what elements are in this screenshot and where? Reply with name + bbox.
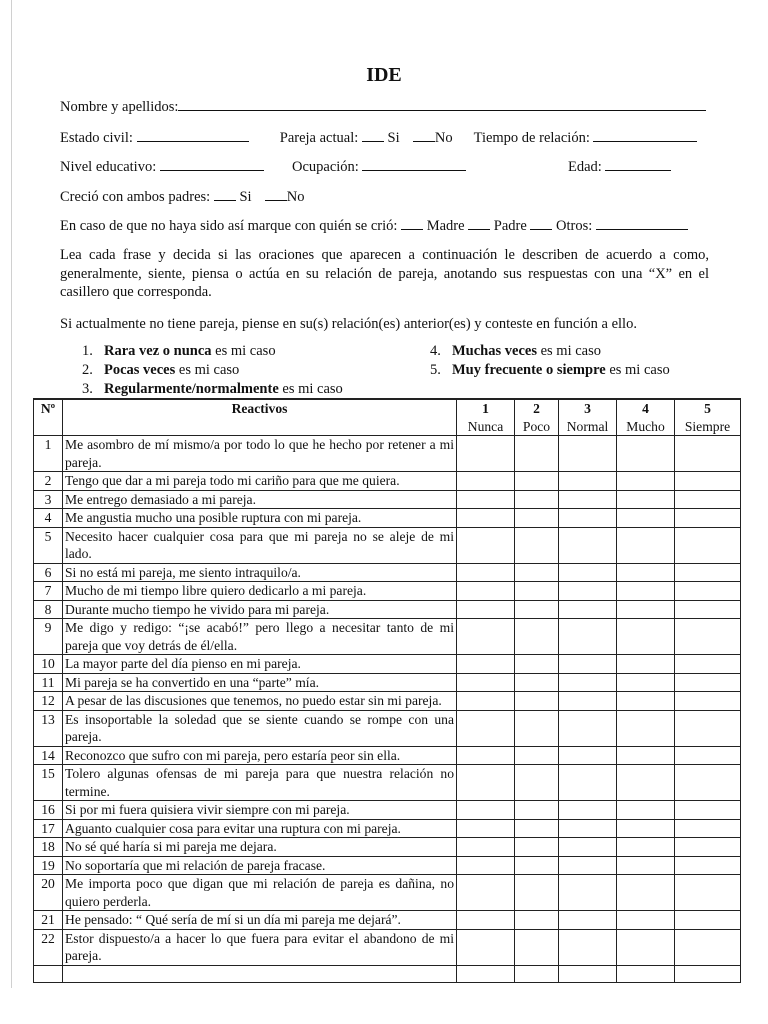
- item-text: Mi pareja se ha convertido en una “parte” mía.: [63, 673, 457, 692]
- answer-cell-5[interactable]: [675, 819, 741, 838]
- item-number: 22: [34, 929, 63, 965]
- answer-cell-2[interactable]: [515, 563, 559, 582]
- civil-field[interactable]: [137, 129, 249, 142]
- item-text: Mucho de mi tiempo libre quiero dedicarlo a mi pareja.: [63, 582, 457, 601]
- item-number: 10: [34, 655, 63, 674]
- name-field[interactable]: [178, 98, 706, 111]
- answer-cell-3[interactable]: [559, 582, 617, 601]
- answer-cell-3[interactable]: [559, 619, 617, 655]
- table-row: [34, 527, 741, 563]
- occupation-label: Ocupación:: [292, 159, 359, 175]
- item-text: Reconozco que sufro con mi pareja, pero estaría peor sin ella.: [63, 746, 457, 765]
- left-edge-line: [11, 0, 12, 1024]
- answer-cell-2[interactable]: [515, 692, 559, 711]
- answer-cell-4[interactable]: [617, 929, 675, 965]
- answer-cell-1[interactable]: [457, 875, 515, 911]
- answer-cell-2[interactable]: [515, 929, 559, 965]
- answer-cell-5[interactable]: [675, 582, 741, 601]
- form-line-raised: [60, 217, 688, 235]
- table-row: [34, 582, 741, 601]
- answer-cell-4[interactable]: [617, 655, 675, 674]
- item-number: 3: [34, 490, 63, 509]
- parents-label: Creció con ambos padres:: [60, 189, 211, 205]
- answer-cell-3[interactable]: [559, 819, 617, 838]
- form-line-age: [568, 158, 671, 176]
- cutoff-cell: [675, 965, 741, 982]
- items-table-body: [34, 436, 741, 983]
- answer-cell-5[interactable]: [675, 875, 741, 911]
- answer-cell-5[interactable]: [675, 838, 741, 857]
- mother-label: Madre: [426, 218, 465, 234]
- answer-cell-1[interactable]: [457, 600, 515, 619]
- answer-cell-5[interactable]: [675, 801, 741, 820]
- answer-cell-5[interactable]: [675, 600, 741, 619]
- answer-cell-1[interactable]: [457, 856, 515, 875]
- item-text: Me angustia mucho una posible ruptura con mi pareja.: [63, 509, 457, 528]
- item-text: Durante mucho tiempo he vivido para mi pareja.: [63, 600, 457, 619]
- answer-cell-3[interactable]: [559, 563, 617, 582]
- table-row-cutoff: [34, 965, 741, 982]
- answer-cell-2[interactable]: [515, 710, 559, 746]
- item-text: Me entrego demasiado a mi pareja.: [63, 490, 457, 509]
- form-line-name: [60, 98, 706, 116]
- form-line-occupation: [292, 158, 466, 176]
- answer-cell-3[interactable]: [559, 655, 617, 674]
- item-text: Es insoportable la soledad que se siente cuando se rompe con una pareja.: [63, 710, 457, 746]
- answer-cell-2[interactable]: [515, 819, 559, 838]
- answer-cell-5[interactable]: [675, 655, 741, 674]
- item-text: No sé qué haría si mi pareja me dejara.: [63, 838, 457, 857]
- page-bottom-margin: [0, 988, 768, 1024]
- item-number: 1: [34, 436, 63, 472]
- answer-cell-3[interactable]: [559, 911, 617, 930]
- scale-item-4: 4. Muchas veces es mi caso: [430, 343, 601, 359]
- item-number: 13: [34, 710, 63, 746]
- header-number: Nº: [34, 399, 63, 436]
- answer-cell-4[interactable]: [617, 801, 675, 820]
- table-row: [34, 600, 741, 619]
- answer-cell-4[interactable]: [617, 490, 675, 509]
- answer-cell-1[interactable]: [457, 911, 515, 930]
- header-items: Reactivos: [63, 399, 457, 436]
- header-scale-2: 2 Poco: [515, 399, 559, 436]
- answer-cell-5[interactable]: [675, 746, 741, 765]
- item-text: Aguanto cualquier cosa para evitar una ruptura con mi pareja.: [63, 819, 457, 838]
- item-number: 4: [34, 509, 63, 528]
- answer-cell-1[interactable]: [457, 673, 515, 692]
- others-field[interactable]: [530, 217, 552, 230]
- item-text: No soportaría que mi relación de pareja fracase.: [63, 856, 457, 875]
- answer-cell-3[interactable]: [559, 929, 617, 965]
- answer-cell-1[interactable]: [457, 692, 515, 711]
- answer-cell-5[interactable]: [675, 929, 741, 965]
- answer-cell-2[interactable]: [515, 509, 559, 528]
- answer-cell-2[interactable]: [515, 765, 559, 801]
- form-line-civil: [60, 129, 697, 147]
- time-field[interactable]: [593, 129, 697, 142]
- scale-item-5: 5. Muy frecuente o siempre es mi caso: [430, 362, 670, 378]
- header-scale-1: 1 Nunca: [457, 399, 515, 436]
- answer-cell-2[interactable]: [515, 856, 559, 875]
- scale-item-3: 3. Regularmente/normalmente es mi caso: [82, 381, 343, 397]
- item-text: Si no está mi pareja, me siento intraquilo/a.: [63, 563, 457, 582]
- scale-item-2: 2. Pocas veces es mi caso: [82, 362, 240, 378]
- table-row: [34, 801, 741, 820]
- header-scale-5: 5 Siempre: [675, 399, 741, 436]
- answer-cell-1[interactable]: [457, 509, 515, 528]
- answer-cell-1[interactable]: [457, 655, 515, 674]
- answer-cell-4[interactable]: [617, 563, 675, 582]
- answer-cell-3[interactable]: [559, 527, 617, 563]
- time-label: Tiempo de relación:: [473, 130, 590, 146]
- item-number: 18: [34, 838, 63, 857]
- table-row: [34, 472, 741, 491]
- item-number: 8: [34, 600, 63, 619]
- answer-cell-1[interactable]: [457, 619, 515, 655]
- answer-cell-5[interactable]: [675, 710, 741, 746]
- parents-yes-label: Si: [239, 189, 252, 205]
- answer-cell-4[interactable]: [617, 911, 675, 930]
- answer-cell-2[interactable]: [515, 746, 559, 765]
- item-text: Tolero algunas ofensas de mi pareja para que nuestra relación no termine.: [63, 765, 457, 801]
- table-row: [34, 856, 741, 875]
- item-text: Si por mi fuera quisiera vivir siempre con mi pareja.: [63, 801, 457, 820]
- cutoff-cell: [515, 965, 559, 982]
- table-row: [34, 875, 741, 911]
- item-number: 17: [34, 819, 63, 838]
- answer-cell-3[interactable]: [559, 509, 617, 528]
- answer-cell-4[interactable]: [617, 582, 675, 601]
- table-row: [34, 490, 741, 509]
- answer-cell-2[interactable]: [515, 527, 559, 563]
- item-number: 7: [34, 582, 63, 601]
- answer-cell-1[interactable]: [457, 765, 515, 801]
- civil-label: Estado civil:: [60, 130, 133, 146]
- answer-cell-4[interactable]: [617, 472, 675, 491]
- answer-cell-4[interactable]: [617, 692, 675, 711]
- answer-cell-2[interactable]: [515, 655, 559, 674]
- scale-item-1: 1. Rara vez o nunca es mi caso: [82, 343, 276, 359]
- page-title: IDE: [366, 64, 402, 86]
- answer-cell-2[interactable]: [515, 911, 559, 930]
- occupation-field[interactable]: [362, 158, 466, 171]
- answer-cell-5[interactable]: [675, 527, 741, 563]
- partner-no-label: No: [434, 130, 453, 146]
- answer-cell-4[interactable]: [617, 710, 675, 746]
- item-number: 14: [34, 746, 63, 765]
- table-row: [34, 929, 741, 965]
- items-table: [33, 398, 741, 983]
- answer-cell-4[interactable]: [617, 619, 675, 655]
- item-number: 6: [34, 563, 63, 582]
- item-number: 9: [34, 619, 63, 655]
- answer-cell-2[interactable]: [515, 875, 559, 911]
- answer-cell-5[interactable]: [675, 856, 741, 875]
- table-header-row: [34, 399, 741, 436]
- answer-cell-2[interactable]: [515, 582, 559, 601]
- form-line-parents: [60, 188, 305, 206]
- answer-cell-3[interactable]: [559, 710, 617, 746]
- answer-cell-4[interactable]: [617, 436, 675, 472]
- answer-cell-3[interactable]: [559, 801, 617, 820]
- item-number: 21: [34, 911, 63, 930]
- answer-cell-1[interactable]: [457, 801, 515, 820]
- others-detail-field[interactable]: [596, 217, 688, 230]
- mother-field[interactable]: [401, 217, 423, 230]
- answer-cell-5[interactable]: [675, 692, 741, 711]
- answer-cell-4[interactable]: [617, 527, 675, 563]
- others-label: Otros:: [556, 218, 593, 234]
- cutoff-cell: [63, 965, 457, 982]
- parents-no-label: No: [286, 189, 305, 205]
- answer-cell-5[interactable]: [675, 509, 741, 528]
- answer-cell-5[interactable]: [675, 472, 741, 491]
- item-text: Me importa poco que digan que mi relación de pareja es dañina, no quiero perderla.: [63, 875, 457, 911]
- edu-label: Nivel educativo:: [60, 159, 157, 175]
- answer-cell-3[interactable]: [559, 472, 617, 491]
- partner-yes-field[interactable]: [362, 129, 384, 142]
- item-number: 19: [34, 856, 63, 875]
- age-field[interactable]: [605, 158, 671, 171]
- table-row: [34, 819, 741, 838]
- partner-label: Pareja actual:: [279, 130, 359, 146]
- answer-cell-1[interactable]: [457, 710, 515, 746]
- answer-cell-1[interactable]: [457, 929, 515, 965]
- item-text: A pesar de las discusiones que tenemos, no puedo estar sin mi pareja.: [63, 692, 457, 711]
- cutoff-cell: [457, 965, 515, 982]
- answer-cell-1[interactable]: [457, 582, 515, 601]
- father-field[interactable]: [468, 217, 490, 230]
- header-scale-3: 3 Normal: [559, 399, 617, 436]
- parents-yes-field[interactable]: [214, 188, 236, 201]
- age-label: Edad:: [568, 159, 602, 175]
- answer-cell-2[interactable]: [515, 619, 559, 655]
- answer-cell-1[interactable]: [457, 819, 515, 838]
- answer-cell-2[interactable]: [515, 472, 559, 491]
- answer-cell-2[interactable]: [515, 436, 559, 472]
- edu-field[interactable]: [160, 158, 264, 171]
- answer-cell-5[interactable]: [675, 563, 741, 582]
- table-row: [34, 710, 741, 746]
- answer-cell-1[interactable]: [457, 527, 515, 563]
- answer-cell-4[interactable]: [617, 746, 675, 765]
- table-row: [34, 563, 741, 582]
- answer-cell-3[interactable]: [559, 838, 617, 857]
- raised-label: En caso de que no haya sido así marque con quién se crió:: [60, 218, 398, 234]
- answer-cell-4[interactable]: [617, 856, 675, 875]
- answer-cell-4[interactable]: [617, 600, 675, 619]
- answer-cell-4[interactable]: [617, 673, 675, 692]
- instructions-paragraph: Lea cada frase y decida si las oraciones que aparecen a continuación le describen de acuerdo a como, generalmente, siente, piensa o actúa en su relación de pareja, anotando sus respuestas con una “X” en el casillero que corresponda.: [60, 247, 709, 300]
- item-text: He pensado: “ Qué sería de mí si un día mi pareja me dejará”.: [63, 911, 457, 930]
- answer-cell-2[interactable]: [515, 801, 559, 820]
- answer-cell-1[interactable]: [457, 838, 515, 857]
- answer-cell-3[interactable]: [559, 746, 617, 765]
- answer-cell-4[interactable]: [617, 875, 675, 911]
- answer-cell-1[interactable]: [457, 563, 515, 582]
- answer-cell-3[interactable]: [559, 765, 617, 801]
- answer-cell-5[interactable]: [675, 619, 741, 655]
- answer-cell-1[interactable]: [457, 490, 515, 509]
- item-text: Estor dispuesto/a a hacer lo que fuera para evitar el abandono de mi pareja.: [63, 929, 457, 965]
- table-row: [34, 746, 741, 765]
- no-partner-paragraph: Si actualmente no tiene pareja, piense en su(s) relación(es) anterior(es) y conteste en función a ello.: [60, 316, 637, 332]
- item-number: 12: [34, 692, 63, 711]
- table-row: [34, 838, 741, 857]
- table-row: [34, 436, 741, 472]
- header-scale-4: 4 Mucho: [617, 399, 675, 436]
- table-row: [34, 911, 741, 930]
- item-number: 5: [34, 527, 63, 563]
- answer-cell-5[interactable]: [675, 436, 741, 472]
- answer-cell-2[interactable]: [515, 490, 559, 509]
- item-text: Tengo que dar a mi pareja todo mi cariño para que me quiera.: [63, 472, 457, 491]
- partner-no-field[interactable]: [413, 129, 435, 142]
- answer-cell-3[interactable]: [559, 490, 617, 509]
- answer-cell-1[interactable]: [457, 436, 515, 472]
- answer-cell-3[interactable]: [559, 436, 617, 472]
- item-number: 16: [34, 801, 63, 820]
- answer-cell-3[interactable]: [559, 875, 617, 911]
- table-row: [34, 619, 741, 655]
- answer-cell-3[interactable]: [559, 692, 617, 711]
- answer-cell-4[interactable]: [617, 819, 675, 838]
- table-row: [34, 509, 741, 528]
- table-row: [34, 655, 741, 674]
- item-text: Me asombro de mí mismo/a por todo lo que he hecho por retener a mi pareja.: [63, 436, 457, 472]
- table-row: [34, 765, 741, 801]
- father-label: Padre: [493, 218, 527, 234]
- answer-cell-2[interactable]: [515, 673, 559, 692]
- item-number: 15: [34, 765, 63, 801]
- cutoff-cell: [559, 965, 617, 982]
- answer-cell-3[interactable]: [559, 856, 617, 875]
- answer-cell-1[interactable]: [457, 472, 515, 491]
- answer-cell-4[interactable]: [617, 509, 675, 528]
- table-row: [34, 692, 741, 711]
- cutoff-cell: [617, 965, 675, 982]
- answer-cell-2[interactable]: [515, 600, 559, 619]
- answer-cell-5[interactable]: [675, 911, 741, 930]
- item-number: 20: [34, 875, 63, 911]
- item-number: 2: [34, 472, 63, 491]
- form-line-education: [60, 158, 264, 176]
- answer-cell-5[interactable]: [675, 765, 741, 801]
- answer-cell-4[interactable]: [617, 838, 675, 857]
- answer-cell-5[interactable]: [675, 673, 741, 692]
- table-row: [34, 673, 741, 692]
- parents-no-field[interactable]: [265, 188, 287, 201]
- answer-cell-1[interactable]: [457, 746, 515, 765]
- answer-cell-3[interactable]: [559, 673, 617, 692]
- answer-cell-5[interactable]: [675, 490, 741, 509]
- item-number: 11: [34, 673, 63, 692]
- item-text: Me digo y redigo: “¡se acabó!” pero llego a necesitar tanto de mi pareja que voy detrás de él/ella.: [63, 619, 457, 655]
- name-label: Nombre y apellidos:: [60, 99, 179, 115]
- partner-yes-label: Si: [387, 130, 400, 146]
- answer-cell-2[interactable]: [515, 838, 559, 857]
- answer-cell-3[interactable]: [559, 600, 617, 619]
- cutoff-cell: [34, 965, 63, 982]
- item-text: La mayor parte del día pienso en mi pareja.: [63, 655, 457, 674]
- answer-cell-4[interactable]: [617, 765, 675, 801]
- item-text: Necesito hacer cualquier cosa para que mi pareja no se aleje de mi lado.: [63, 527, 457, 563]
